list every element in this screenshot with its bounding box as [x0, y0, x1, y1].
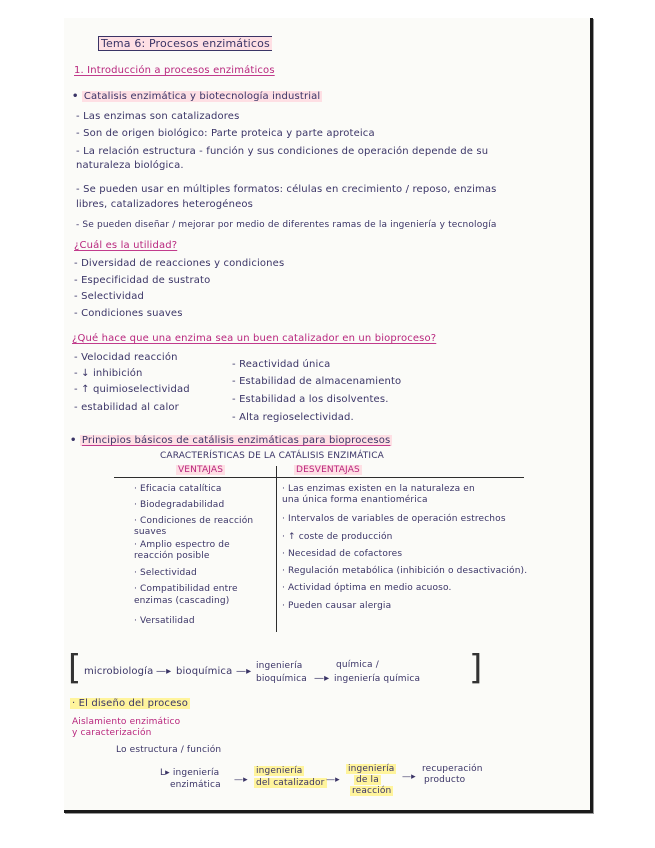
table-horizontal-rule: [114, 477, 524, 478]
section-heading-diseno: [70, 698, 190, 709]
subsection-heading-catalisis-text: Catalisis enzimática y biotecnología industrial: [83, 91, 321, 102]
desventaja-item: · Regulación metabólica (inhibición o desactivación).: [282, 566, 528, 576]
bullet-line: - La relación estructura - función y sus condiciones de operación depende de su: [76, 146, 489, 157]
q2-left-item: - ↓ inhibición: [74, 368, 143, 379]
flow2-de-la-text: de la: [356, 775, 379, 785]
arrow-icon: —▸: [314, 673, 330, 684]
q2-left-item: - estabilidad al calor: [74, 402, 179, 413]
section-heading-intro-text: 1. Introducción a procesos enzimáticos: [74, 65, 275, 76]
section-heading-principios-text: Principios básicos de catálisis enzimáticas para bioprocesos: [81, 435, 391, 446]
flow2-reaccion-text: reacción: [352, 786, 392, 796]
desventaja-item: · Las enzimas existen en la naturaleza en: [282, 484, 475, 494]
question-utilidad: [74, 240, 177, 251]
bullet-line: - Se pueden usar en múltiples formatos: células en crecimiento / reposo, enzimas: [76, 184, 497, 195]
flow2-ingenieria-reaccion: [346, 764, 396, 774]
subsection-heading-catalisis: • Catalisis enzimática y biotecnología industrial: [72, 91, 321, 102]
ventaja-item: · Selectividad: [134, 568, 197, 578]
ventaja-item: enzimas (cascading): [134, 596, 230, 606]
flow2-ingenieria-reaccion-text: ingeniería: [348, 764, 395, 774]
aislamiento-line-1: Aislamiento enzimático: [72, 717, 181, 727]
flow2-recuperacion: recuperación: [422, 764, 483, 774]
table-vertical-rule: [276, 466, 277, 632]
ventaja-item: · Compatibilidad entre: [134, 584, 238, 594]
q2-right-item: - Alta regioselectividad.: [232, 412, 354, 423]
arrow-icon: —▸: [236, 666, 252, 677]
q2-right-item: - Estabilidad de almacenamiento: [232, 376, 402, 387]
bullet-line: naturaleza biológica.: [76, 160, 184, 171]
arrow-icon: —▸: [156, 666, 172, 677]
ventaja-item: suaves: [134, 527, 167, 537]
section-heading-principios: • Principios básicos de catálisis enzimáticas para bioprocesos: [70, 435, 391, 446]
table-header-desventajas: [294, 465, 362, 475]
flow2-del-catalizador-text: del catalizador: [256, 778, 325, 788]
section-heading-diseno-text: · El diseño del proceso: [72, 698, 188, 709]
q2-right-item: - Estabilidad a los disolventes.: [232, 394, 389, 405]
ventaja-item: reacción posible: [134, 551, 210, 561]
question-buen-catalizador-text: ¿Qué hace que una enzima sea un buen catalizador en un bioproceso?: [72, 333, 437, 344]
flow2-ingenieria-catalizador: [254, 766, 304, 776]
desventaja-item: · Pueden causar alergia: [282, 601, 392, 611]
flow1-bioquimica: bioquímica: [176, 666, 233, 677]
arrow-icon: —▸: [402, 772, 416, 782]
bullet-line: - Especificidad de sustrato: [74, 275, 211, 286]
ventaja-item: · Eficacia catalítica: [134, 484, 222, 494]
table-header-ventajas: [176, 465, 225, 475]
bullet-line: - Condiciones suaves: [74, 308, 183, 319]
bullet-line: - Son de origen biológico: Parte proteica y parte aproteica: [76, 128, 375, 139]
flow1-ingenieria-quimica: ingeniería química: [334, 674, 421, 684]
q2-left-item: - Velocidad reacción: [74, 352, 178, 363]
section-heading-intro: [74, 65, 275, 76]
page-title: [98, 38, 272, 49]
page-title-text: Tema 6: Procesos enzimáticos: [98, 36, 272, 51]
table-header-desventajas-text: DESVENTAJAS: [296, 465, 360, 475]
estructura-funcion: Lo estructura / función: [116, 745, 222, 755]
desventaja-item: · Actividad óptima en medio acuoso.: [282, 583, 452, 593]
flow2-enzimatica: enzimática: [170, 780, 221, 790]
bullet-line: - Las enzimas son catalizadores: [76, 111, 240, 122]
desventaja-item: una única forma enantiomérica: [282, 495, 428, 505]
bullet-line: - Diversidad de reacciones y condiciones: [74, 258, 285, 269]
flow1-microbiologia: microbiología: [84, 666, 154, 677]
flow2-de-la: [354, 775, 381, 785]
table-header-ventajas-text: VENTAJAS: [178, 465, 224, 475]
left-bracket: [: [68, 648, 82, 688]
flow2-reaccion: [350, 786, 393, 796]
bullet-line: - Se pueden diseñar / mejorar por medio de diferentes ramas de la ingeniería y tecnología: [76, 220, 497, 230]
flow2-producto: producto: [424, 775, 466, 785]
bullet-line: - Selectividad: [74, 291, 145, 302]
flow2-del-catalizador: [254, 778, 327, 788]
flow1-quimica: química /: [336, 660, 379, 670]
table-title: CARACTERÍSTICAS DE LA CATÁLISIS ENZIMÁTICA: [160, 451, 384, 461]
aislamiento-line-2: y caracterización: [72, 728, 152, 738]
arrow-icon: —▸: [234, 775, 248, 785]
right-bracket: ]: [469, 648, 483, 688]
q2-left-item: - ↑ quimioselectividad: [74, 384, 190, 395]
flow1-ingenieria: ingeniería: [256, 661, 303, 671]
ventaja-item: · Condiciones de reacción: [134, 516, 254, 526]
question-utilidad-text: ¿Cuál es la utilidad?: [74, 240, 178, 251]
ventaja-item: · Biodegradabilidad: [134, 500, 225, 510]
flow2-ingenieria: L▸ ingeniería: [160, 768, 220, 778]
bullet-line: libres, catalizadores heterogéneos: [76, 199, 254, 210]
q2-right-item: - Reactividad única: [232, 359, 331, 370]
flow2-ingenieria-catalizador-text: ingeniería: [256, 766, 303, 776]
desventaja-item: · Necesidad de cofactores: [282, 549, 403, 559]
ventaja-item: · Versatilidad: [134, 616, 195, 626]
flow1-ingenieria-bioquimica: bioquímica: [256, 674, 307, 684]
desventaja-item: · Intervalos de variables de operación estrechos: [282, 514, 506, 524]
arrow-icon: —▸: [326, 775, 340, 785]
desventaja-item: · ↑ coste de producción: [282, 532, 393, 542]
question-buen-catalizador: [72, 333, 436, 344]
ventaja-item: · Amplio espectro de: [134, 540, 230, 550]
notebook-page: [64, 18, 593, 813]
